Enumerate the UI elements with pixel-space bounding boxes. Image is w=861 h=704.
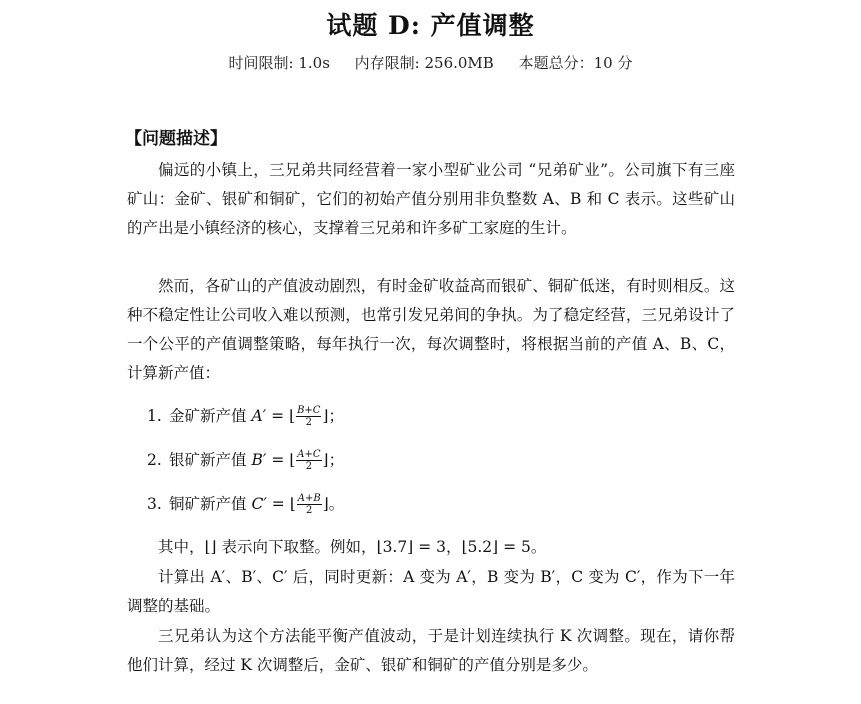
formula-item	[147, 394, 344, 438]
formula-list	[147, 394, 344, 526]
formula-fraction	[297, 493, 322, 516]
formula-fraction	[296, 449, 321, 472]
formula-end: ⌋。	[322, 495, 345, 513]
problem-meta	[0, 52, 861, 73]
formula-variable: C′	[251, 495, 267, 513]
formula-number: 3.	[147, 495, 162, 513]
fraction-denominator: 2	[305, 416, 312, 428]
total-score: 本题总分：10 分	[518, 54, 633, 72]
section-heading: 【问题描述】	[125, 129, 227, 149]
formula-end: ⌋；	[322, 451, 345, 469]
memory-limit: 内存限制: 256.0MB	[354, 54, 494, 72]
formula-item	[147, 482, 344, 526]
paragraph-2: 然而，各矿山的产值波动剧烈，有时金矿收益高而银矿、铜矿低迷，有时则相反。这种不稳定性让公司收入难以预测，也常引发兄弟间的争执。为了稳定经营，三兄弟设计了一个公平的产值调整策略，每年执行一次，每次调整时，将根据当前的产值 A、B、C，计算新产值：	[127, 277, 735, 382]
formula-item	[147, 438, 344, 482]
fraction-numerator: A+B	[297, 492, 321, 504]
formula-end: ⌋；	[322, 407, 345, 425]
problem-title: 试题 D: 产值调整	[326, 11, 535, 40]
fraction-denominator: 2	[305, 460, 313, 472]
formula-label: 铜矿新产值	[169, 495, 247, 513]
formula-eq: = ⌊	[271, 495, 296, 513]
formula-variable: B′	[251, 451, 267, 469]
formula-fraction	[296, 405, 321, 428]
paragraph-1: 偏远的小镇上，三兄弟共同经营着一家小型矿业公司 “兄弟矿业”。公司旗下有三座矿山：金矿、银矿和铜矿，它们的初始产值分别用非负整数 A、B 和 C 表示。这些矿山的产出是小镇经济的核心，支撑着三兄弟和许多矿工家庭的生计。	[127, 161, 735, 237]
paragraph-4: 计算出 A′、B′、C′ 后，同时更新：A 变为 A′，B 变为 B′，C 变为 C′，作为下一年调整的基础。	[127, 568, 735, 615]
paragraph-5: 三兄弟认为这个方法能平衡产值波动，于是计划连续执行 K 次调整。现在，请你帮他们计算，经过 K 次调整后，金矿、银矿和铜矿的产值分别是多少。	[127, 627, 735, 674]
fraction-numerator: A+C	[297, 448, 321, 460]
formula-variable: A′	[251, 407, 267, 425]
paragraph-3: 其中，⌊⌋ 表示向下取整。例如，⌊3.7⌋ = 3，⌊5.2⌋ = 5。	[158, 538, 547, 556]
fraction-denominator: 2	[306, 504, 313, 516]
formula-label: 金矿新产值	[169, 407, 247, 425]
formula-eq: = ⌊	[271, 451, 296, 469]
fraction-numerator: B+C	[297, 404, 321, 416]
formula-label: 银矿新产值	[169, 451, 247, 469]
formula-eq: = ⌊	[271, 407, 296, 425]
formula-number: 2.	[147, 451, 162, 469]
formula-number: 1.	[147, 407, 162, 425]
time-limit: 时间限制: 1.0s	[228, 54, 330, 72]
